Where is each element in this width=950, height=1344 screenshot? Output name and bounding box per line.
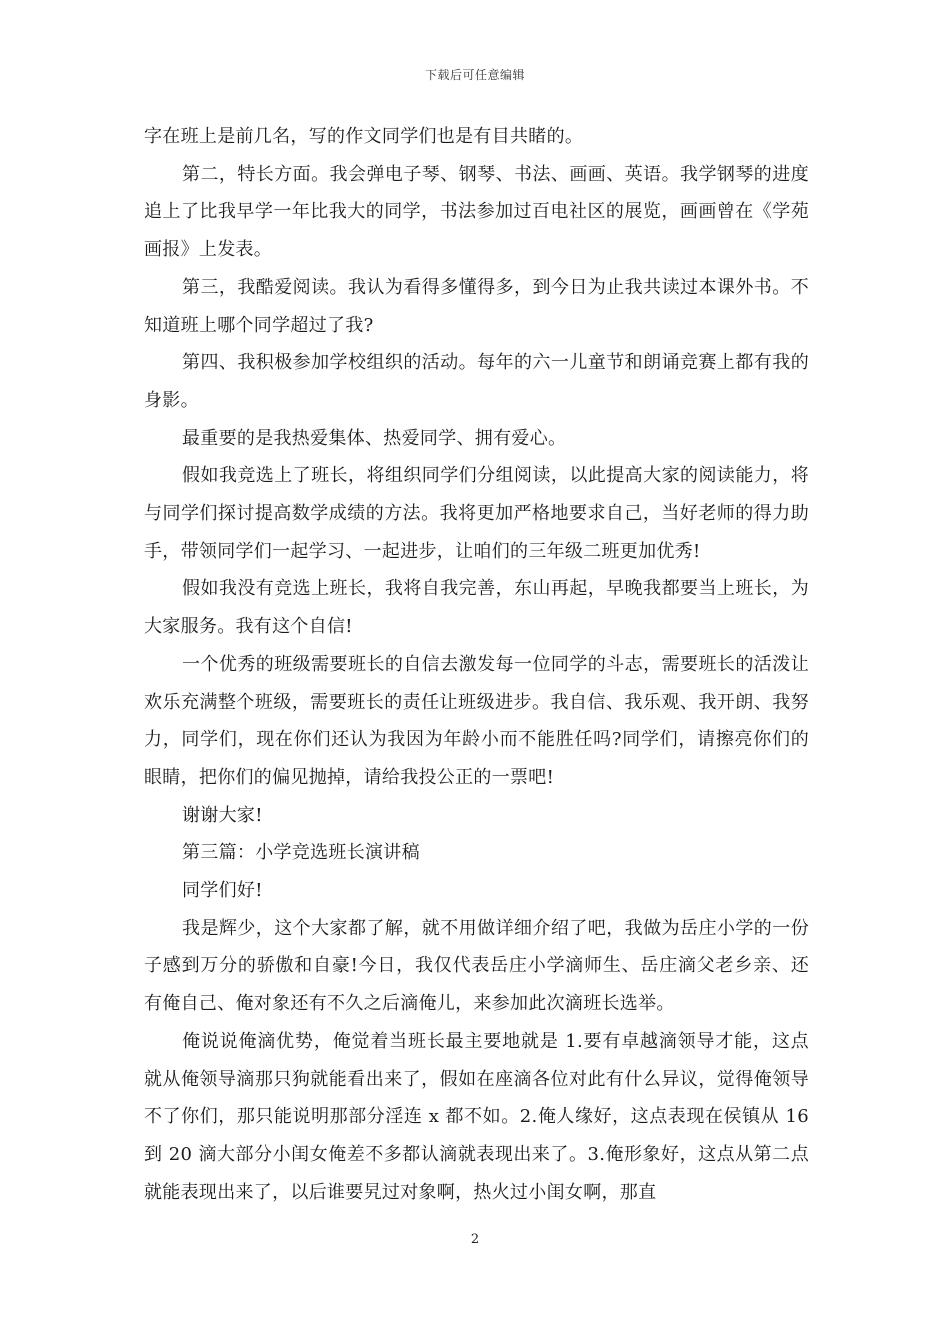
paragraph: 俺说说俺滴优势，俺觉着当班长最主要地就是 1.要有卓越滴领导才能，这点就从俺领导滴那只狗就能看出来了，假如在座滴各位对此有什么异议，觉得俺领导不了你们，那只能说明那部分淫连 x 都不如。2.俺人缘好，这点表现在侯镇从 16 到 20 滴大部分小闺女俺差不多都认滴就表现出来了。3.俺形象好，这点从第二点就能表现出来了，以后谁要旯过对象啊，热火过小闺女啊，那直 — [144, 1030, 809, 1203]
paragraph: 最重要的是我热爱集体、热爱同学、拥有爱心。 — [182, 427, 567, 449]
paragraph: 同学们好! — [182, 880, 263, 902]
document-body — [144, 118, 809, 1211]
page-header: 下载后可任意编辑 — [424, 68, 525, 82]
paragraph: 假如我竞选上了班长，将组织同学们分组阅读，以此提高大家的阅读能力，将与同学们探讨提高数学成绩的方法。我将更加严格地要求自己，当好老师的得力助手，带领同学们一起学习、一起进步，让咱们的三年级二班更加优秀! — [144, 465, 809, 562]
paragraph: 假如我没有竞选上班长，我将自我完善，东山再起，早晚我都要当上班长，为大家服务。我有这个自信! — [144, 578, 809, 638]
paragraph: 我是辉少，这个大家都了解，就不用做详细介绍了吧，我做为岳庄小学的一份子感到万分的骄傲和自豪!今日，我仅代表岳庄小学滴师生、岳庄滴父老乡亲、还有俺自己、俺对象还有不久之后滴俺儿，来参加此次滴班长选举。 — [144, 917, 809, 1015]
paragraph: 一个优秀的班级需要班长的自信去激发每一位同学的斗志，需要班长的活泼让欢乐充满整个班级，需要班长的责任让班级进步。我自信、我乐观、我开朗、我努力，同学们，现在你们还认为我因为年龄小而不能胜任吗?同学们，请擦亮你们的眼睛，把你们的偏见抛掉，请给我投公正的一票吧! — [144, 653, 809, 788]
paragraph: 第四、我积极参加学校组织的活动。每年的六一儿童节和朗诵竞赛上都有我的身影。 — [144, 352, 809, 411]
paragraph: 谢谢大家! — [182, 804, 263, 826]
paragraph: 字在班上是前几名，写的作文同学们也是有目共睹的。 — [144, 126, 584, 147]
paragraph: 第二，特长方面。我会弹电子琴、钢琴、书法、画画、英语。我学钢琴的进度追上了比我早学一年比我大的同学，书法参加过百电社区的展览，画画曾在《学苑画报》上发表。 — [144, 163, 809, 261]
section-heading: 第三篇：小学竞选班长演讲稿 — [182, 842, 420, 864]
page-number: 2 — [470, 1232, 480, 1247]
paragraph: 第三，我酷爱阅读。我认为看得多懂得多，到今日为止我共读过本课外书。不知道班上哪个同学超过了我? — [144, 276, 809, 336]
